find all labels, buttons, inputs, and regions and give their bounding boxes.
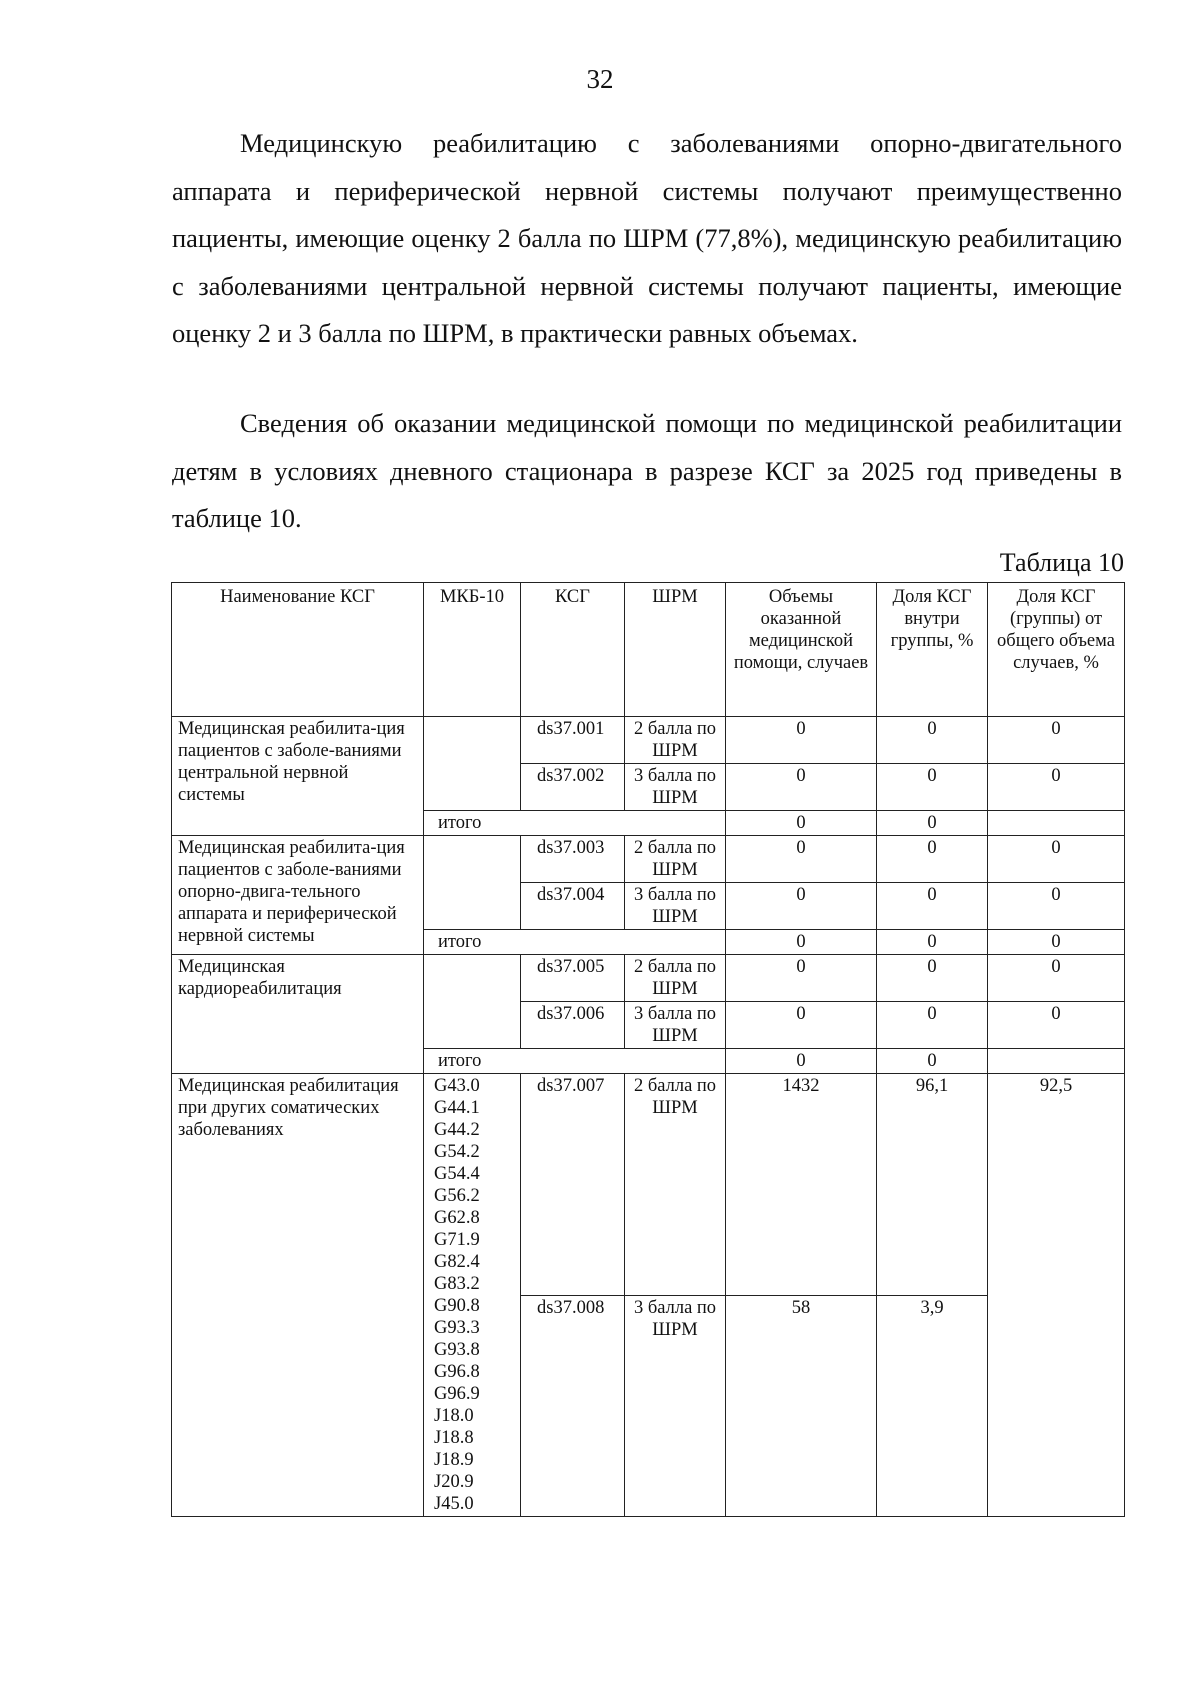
table-row [172,1074,1125,1296]
volume-cell: 0 [726,764,877,811]
share-total-cell: 0 [988,836,1125,883]
mkb-cell [424,955,521,1049]
group-name-cell: Медицинская реабилитация при других соматических заболеваниях [172,1074,424,1517]
share-group-cell: 0 [877,764,988,811]
shrm-cell: 2 балла по ШРМ [625,836,726,883]
ksg-cell: ds37.005 [521,955,625,1002]
total-share-group-cell: 0 [877,811,988,836]
share-total-cell: 0 [988,1002,1125,1049]
total-share-group-cell: 0 [877,1049,988,1074]
table-row [172,717,1125,764]
group-name-cell: Медицинская реабилита-ция пациентов с заболе-ваниями опорно-двига-тельного аппарата и периферической нервной системы [172,836,424,955]
ksg-table [171,582,1125,1517]
shrm-cell: 2 балла по ШРМ [625,955,726,1002]
body-paragraph-1: Медицинскую реабилитацию с заболеваниями опорно-двигательного аппарата и периферической нервной системы получают преимущественно пациенты, имеющие оценку 2 балла по ШРМ (77,8%), медицинскую реабилитацию с заболеваниями центральной нервной системы получают пациенты, имеющие оценку 2 и 3 балла по ШРМ, в практически равных объемах. [172,128,1122,348]
ksg-cell: ds37.003 [521,836,625,883]
mkb-code: G96.9 [434,1384,480,1404]
share-total-cell: 0 [988,883,1125,930]
share-group-cell: 3,9 [877,1295,988,1517]
body-paragraph-2: Сведения об оказании медицинской помощи по медицинской реабилитации детям в условиях дневного стационара в разрезе КСГ за 2025 год приведены в таблице 10. [172,408,1122,533]
shrm-cell: 3 балла по ШРМ [625,883,726,930]
volume-cell: 1432 [726,1074,877,1296]
share-total-cell: 0 [988,955,1125,1002]
mkb-code: G43.0 [434,1076,480,1096]
ksg-cell: ds37.002 [521,764,625,811]
header-volume: Объемы оказанной медицинской помощи, случаев [726,583,877,717]
total-share-total-cell: 0 [988,930,1125,955]
mkb-code: G90.8 [434,1296,480,1316]
group-name-cell: Медицинская кардиореабилитация [172,955,424,1074]
volume-cell: 0 [726,1002,877,1049]
total-share-total-cell [988,1049,1125,1074]
ksg-cell: ds37.004 [521,883,625,930]
share-group-cell: 96,1 [877,1074,988,1296]
total-volume-cell: 0 [726,811,877,836]
mkb-code: J18.8 [434,1428,474,1448]
share-group-cell: 0 [877,955,988,1002]
table-row [172,955,1125,1002]
page-number: 32 [586,64,614,94]
total-volume-cell: 0 [726,1049,877,1074]
share-group-cell: 0 [877,1002,988,1049]
mkb-code: G56.2 [434,1186,480,1206]
ksg-cell: ds37.001 [521,717,625,764]
total-share-total-cell [988,811,1125,836]
mkb-code: G93.3 [434,1318,480,1338]
header-ksg: КСГ [521,583,625,717]
header-share-group: Доля КСГ внутри группы, % [877,583,988,717]
mkb-code: G54.2 [434,1142,480,1162]
mkb-code-list [424,1074,521,1517]
ksg-cell: ds37.007 [521,1074,625,1296]
total-label: итого [424,811,726,836]
header-name: Наименование КСГ [172,583,424,717]
volume-cell: 0 [726,836,877,883]
shrm-cell: 2 балла по ШРМ [625,717,726,764]
mkb-code: G82.4 [434,1252,480,1272]
header-shrm: ШРМ [625,583,726,717]
mkb-code: G54.4 [434,1164,480,1184]
mkb-code: G44.2 [434,1120,480,1140]
header-mkb: МКБ-10 [424,583,521,717]
shrm-cell: 3 балла по ШРМ [625,1295,726,1517]
mkb-code: G96.8 [434,1362,480,1382]
share-total-cell: 0 [988,717,1125,764]
volume-cell: 0 [726,955,877,1002]
group-name-cell: Медицинская реабилита-ция пациентов с заболе-ваниями центральной нервной системы [172,717,424,836]
table-header-row [172,583,1125,717]
shrm-cell: 3 балла по ШРМ [625,764,726,811]
mkb-code: J20.9 [434,1472,474,1492]
share-group-cell: 0 [877,836,988,883]
mkb-code: J18.9 [434,1450,474,1470]
shrm-cell: 3 балла по ШРМ [625,1002,726,1049]
share-total-cell: 92,5 [988,1074,1125,1517]
mkb-code: G83.2 [434,1274,480,1294]
volume-cell: 0 [726,883,877,930]
mkb-code: G62.8 [434,1208,480,1228]
share-group-cell: 0 [877,883,988,930]
share-total-cell: 0 [988,764,1125,811]
total-label: итого [424,930,726,955]
total-volume-cell: 0 [726,930,877,955]
ksg-cell: ds37.006 [521,1002,625,1049]
mkb-code: J45.0 [434,1494,474,1514]
volume-cell: 0 [726,717,877,764]
mkb-cell [424,836,521,930]
mkb-code: G93.8 [434,1340,480,1360]
mkb-code: G44.1 [434,1098,480,1118]
mkb-code: J18.0 [434,1406,474,1426]
table-caption: Таблица 10 [999,548,1124,577]
mkb-cell [424,717,521,811]
ksg-cell: ds37.008 [521,1295,625,1517]
share-group-cell: 0 [877,717,988,764]
table-row [172,836,1125,883]
volume-cell: 58 [726,1295,877,1517]
mkb-code: G71.9 [434,1230,480,1250]
header-share-total: Доля КСГ (группы) от общего объема случаев, % [988,583,1125,717]
total-share-group-cell: 0 [877,930,988,955]
total-label: итого [424,1049,726,1074]
shrm-cell: 2 балла по ШРМ [625,1074,726,1296]
